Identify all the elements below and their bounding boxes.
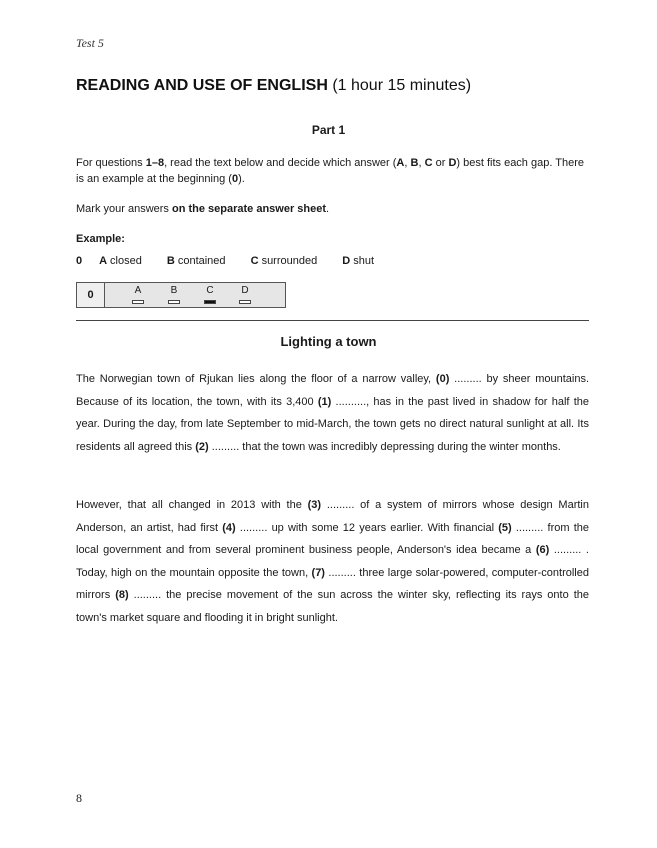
example-option-a [99,255,142,267]
instr-sep: or [432,157,449,169]
answer-mark-b [168,300,180,304]
part-title: Part 1 [311,123,346,137]
text-run: ......... of a system of mirrors whose design Martin Anderson, an artist, had first [76,499,589,534]
gap-number: (0) [435,373,450,385]
option-word: contained [177,255,226,267]
text-run: ......... . Today, high on the mountain opposite the town, [76,544,589,579]
answer-box-number: 0 [77,283,105,307]
text-run: ......... by sheer mountains. Because of its location, the town, with its 3,400 [76,373,590,408]
instr-text: , read the text below and decide which answer ( [164,157,397,169]
instr-range: 1–8 [145,157,165,169]
instr-text: Mark your answers [76,203,172,215]
text-run: The Norwegian town of Rjukan lies along the floor of a narrow valley, [76,373,436,385]
answer-letter: B [170,285,178,296]
paragraph-1 [76,368,589,458]
instr-text: ) best fits each gap. There is an example at the beginning ( [76,157,584,185]
option-word: surrounded [261,255,318,267]
answer-mark-a [132,300,144,304]
gap-number: (8) [115,589,129,602]
answer-choice-a [130,285,146,304]
text-run: ......... up with some 12 years earlier. With financial [235,521,499,534]
gap-number: (4) [222,521,236,534]
test-label: Test 5 [76,36,104,50]
text-run: ......... three large solar-powered, computer-controlled mirrors [76,566,589,602]
divider [76,320,589,321]
section-name: READING AND USE OF ENGLISH [76,77,328,94]
gap-number: (7) [311,566,325,579]
instr-opt: B [410,157,419,169]
instr-opt: D [448,157,457,169]
text-run: .........., has in the past lived in shadow for half the year. During the day, from late September to mid-March, the town gets no direct natural sunlight at all. Its residents all agreed this [76,395,589,453]
gap-number: (5) [498,521,512,534]
instr-text: ). [238,173,245,185]
example-label: Example: [76,233,125,245]
page-number: 8 [76,791,82,805]
instructions [76,155,592,187]
text-title: Lighting a town [280,334,377,349]
example-number: 0 [76,255,83,267]
instr-sep: , [404,157,411,169]
gap-number: (3) [307,499,322,511]
text-run: However, that all changed in 2013 with the [76,499,308,511]
text-run: ......... that the town was incredibly depressing during the winter months. [208,440,561,453]
mark-instructions [76,201,592,217]
instr-opt: A [396,157,405,169]
answer-letter: A [134,285,142,296]
answer-mark-c [204,300,216,304]
instr-sep: , [418,157,425,169]
answer-choice-c [202,285,218,304]
answer-choice-d [237,285,253,304]
option-letter: C [250,255,259,267]
option-word: closed [110,255,142,267]
example-options [76,255,396,267]
section-title [76,77,471,95]
section-duration: (1 hour 15 minutes) [332,77,472,94]
answer-mark-d [239,300,251,304]
example-option-b [167,255,226,267]
answer-letter: D [241,285,249,296]
option-letter: D [342,255,351,267]
example-option-d [342,255,374,267]
option-letter: A [99,255,108,267]
paragraph-2 [76,494,589,630]
gap-number: (6) [535,544,550,557]
text-run: ......... from the local government and from several prominent business people, Anderson's idea became a [76,521,589,557]
instr-example-zero: 0 [231,173,239,185]
example-answer-box [76,282,286,308]
gap-number: (2) [195,440,209,453]
answer-choice-b [166,285,182,304]
instr-emphasis: on the separate answer sheet [171,203,327,215]
example-option-c [251,255,318,267]
instr-opt: C [424,157,433,169]
instr-text: For questions [76,157,146,169]
option-letter: B [166,255,175,267]
instr-text: . [326,203,330,215]
answer-letter: C [206,285,214,296]
text-run: ......... the precise movement of the sun across the winter sky, reflecting its rays onto the town's market square and flooding it in bright sunlight. [76,589,589,624]
option-word: shut [353,255,375,267]
gap-number: (1) [317,395,332,408]
